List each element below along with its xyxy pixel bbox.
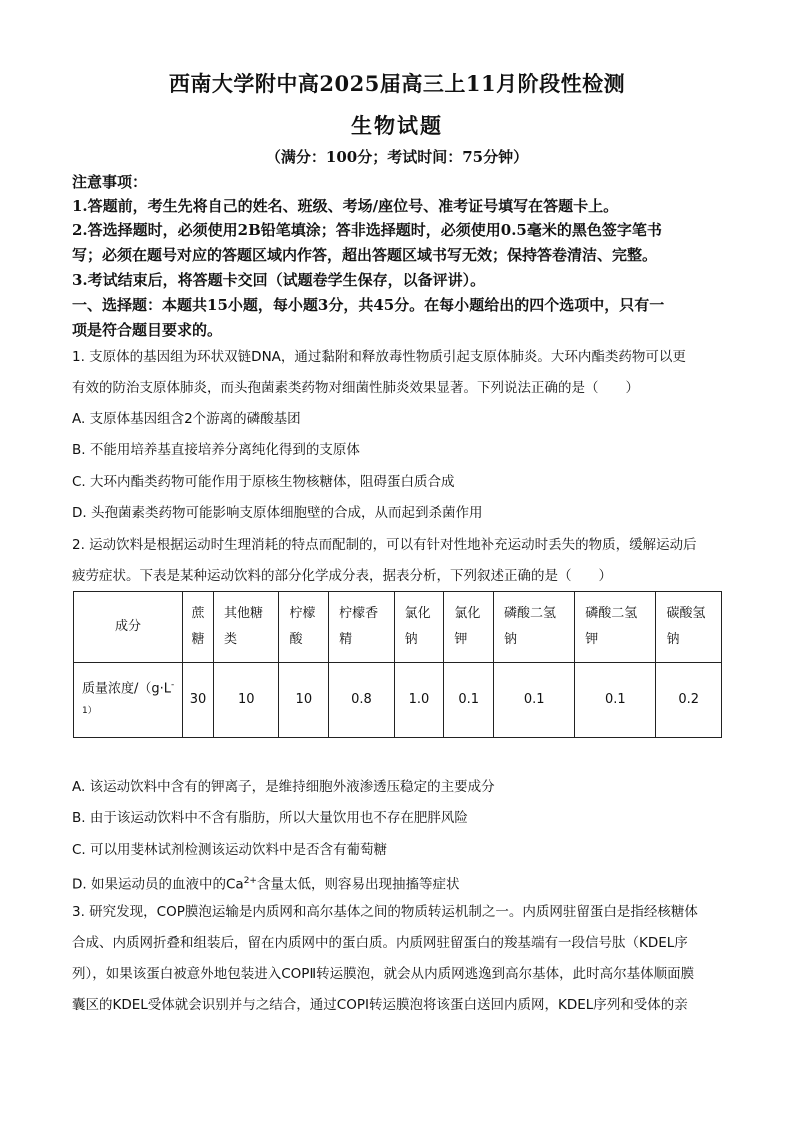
table-cell: 0.1: [444, 663, 494, 738]
row-header-cell: 成分: [74, 592, 183, 663]
q3-stem-line-2: 合成、内质网折叠和组装后，留在内质网中的蛋白质。内质网驻留蛋白的羧基端有一段信号肽（KDEL序: [72, 935, 688, 951]
table-header-cell: 蔗 糖: [183, 592, 214, 663]
q2-stem-cont: 疲劳症状。下表是某种运动饮料的部分化学成分表，据表分析，下列叙述正确的是（ ）: [72, 568, 612, 584]
q1-stem-cont: 有效的防治支原体肺炎，而头孢菌素类药物对细菌性肺炎效果显著。下列说法正确的是（ ）: [72, 380, 639, 396]
value-header-cell: 质量浓度/（g·L- $^{1)}$: [74, 663, 183, 738]
notice-item-2-cont: 写；必须在题号对应的答题区域内作答，超出答题区域书写无效；保持答卷清洁、完整。: [72, 246, 658, 264]
section-heading-cont: 项是符合题目要求的。: [72, 321, 223, 339]
table-value-row: [74, 663, 722, 738]
table-header-cell: 碳酸氢 钠: [656, 592, 722, 663]
table-cell: 0.8: [329, 663, 394, 738]
notice-item-3: 3.考试结束后，将答题卡交回（试题卷学生保存，以备评讲）。: [72, 271, 486, 289]
table-cell: 10: [279, 663, 329, 738]
q3-stem-line-3: 列），如果该蛋白被意外地包装进入COPⅡ转运膜泡，就会从内质网逃逸到高尔基体，此时高尔基体顺面膜: [72, 966, 695, 982]
exam-meta: （满分：100分；考试时间：75分钟）: [265, 148, 529, 166]
table-header-cell: 磷酸二氢 钠: [494, 592, 575, 663]
table-header-cell: 磷酸二氢 钾: [575, 592, 656, 663]
q1-stem: 1. 支原体的基因组为环状双链DNA，通过黏附和释放毒性物质引起支原体肺炎。大环内酯类药物可以更: [72, 349, 686, 365]
q2-option-a: A. 该运动饮料中含有的钾离子，是维持细胞外液渗透压稳定的主要成分: [72, 779, 495, 795]
q2-option-c: C. 可以用斐林试剂检测该运动饮料中是否含有葡萄糖: [72, 842, 388, 858]
table-header-cell: 柠檬香 精: [329, 592, 394, 663]
q1-option-d: D. 头孢菌素类药物可能影响支原体细胞壁的合成，从而起到杀菌作用: [72, 505, 483, 521]
q2-stem: 2. 运动饮料是根据运动时生理消耗的特点而配制的，可以有针对性地补充运动时丢失的物质，缓解运动后: [72, 537, 697, 553]
table-cell: 1.0: [394, 663, 444, 738]
table-header-cell: 其他糖 类: [214, 592, 279, 663]
exam-title: 西南大学附中高2025届高三上11月阶段性检测: [168, 71, 626, 96]
q2-option-b: B. 由于该运动饮料中不含有脂肪，所以大量饮用也不存在肥胖风险: [72, 810, 468, 826]
table-cell: 0.1: [575, 663, 656, 738]
table-cell: 0.2: [656, 663, 722, 738]
table-cell: 30: [183, 663, 214, 738]
table-header-row: [74, 592, 722, 663]
q1-option-c: C. 大环内酯类药物可能作用于原核生物核糖体，阻碍蛋白质合成: [72, 474, 455, 490]
table-header-cell: 柠檬 酸: [279, 592, 329, 663]
table-cell: 0.1: [494, 663, 575, 738]
section-heading: 一、选择题：本题共15小题，每小题3分，共45分。在每小题给出的四个选项中，只有一: [72, 296, 665, 314]
composition-table: [73, 591, 722, 738]
table-header-cell: 氯化 钠: [394, 592, 444, 663]
subject-title: 生物试题: [351, 113, 443, 138]
notice-heading: 注意事项：: [72, 173, 148, 191]
notice-item-2: 2.答选择题时，必须使用2B铅笔填涂；答非选择题时，必须使用0.5毫米的黑色签字笔书: [72, 221, 662, 239]
q2-option-d: D. 如果运动员的血液中的$Ca^{2+}$含量太低，则容易出现抽搐等症状: [72, 876, 460, 893]
notice-item-1: 1.答题前，考生先将自己的姓名、班级、考场/座位号、准考证号填写在答题卡上。: [72, 197, 619, 215]
q3-stem-line-4: 囊区的KDEL受体就会识别并与之结合，通过COPⅠ转运膜泡将该蛋白送回内质网，KDEL序列和受体的亲: [72, 997, 688, 1013]
table-cell: 10: [214, 663, 279, 738]
q1-option-b: B. 不能用培养基直接培养分离纯化得到的支原体: [72, 442, 360, 458]
table-header-cell: 氯化 钾: [444, 592, 494, 663]
q3-stem-line-1: 3. 研究发现，COP膜泡运输是内质网和高尔基体之间的物质转运机制之一。内质网驻留蛋白是指经核糖体: [72, 904, 698, 920]
q1-option-a: A. 支原体基因组含2个游离的磷酸基团: [72, 411, 301, 427]
